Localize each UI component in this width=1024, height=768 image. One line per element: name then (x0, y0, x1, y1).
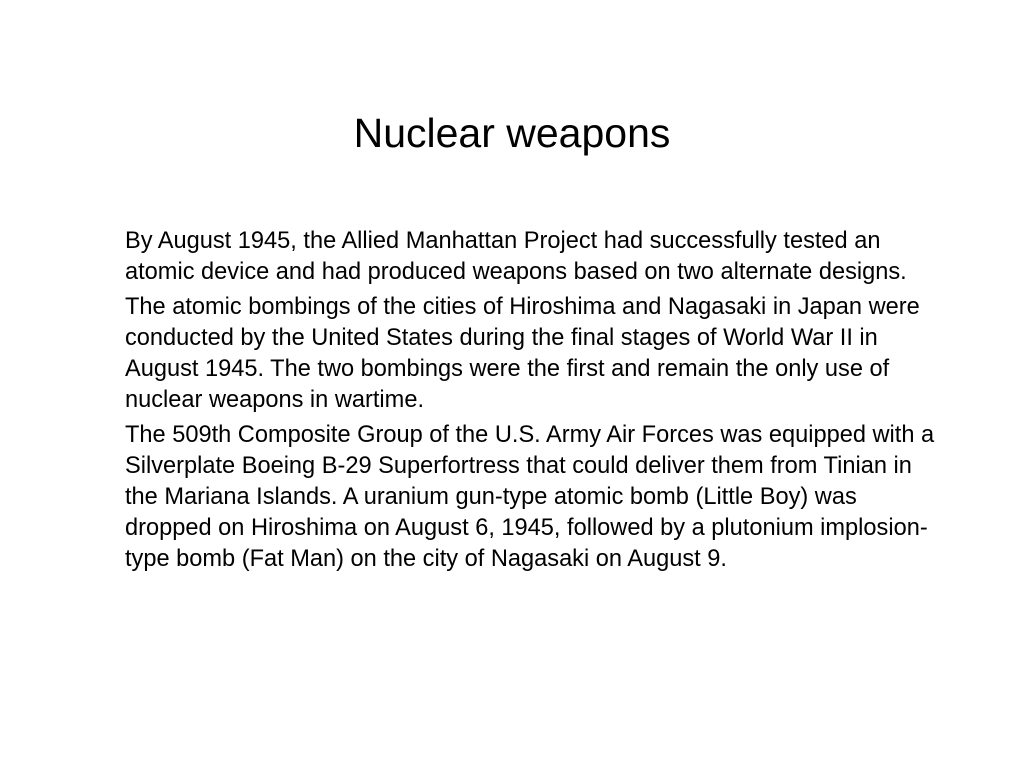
slide-title: Nuclear weapons (353, 110, 671, 156)
body-paragraph-3: The 509th Composite Group of the U.S. Army Air Forces was equipped with a Silverplate Boeing B-29 Superfortress that could deliver them from Tinian in the Mariana Islands. A uranium gun-type atomic bomb (Little Boy) was dropped on Hiroshima on August 6, 1945, followed by a plutonium implosion-type bomb (Fat Man) on the city of Nagasaki on August 9. (125, 422, 935, 572)
body-paragraph-2: The atomic bombings of the cities of Hiroshima and Nagasaki in Japan were conducted by the United States during the final stages of World War II in August 1945. The two bombings were the first and remain the only use of nuclear weapons in wartime. (125, 294, 920, 413)
slide-body (125, 226, 945, 579)
body-paragraph-1: By August 1945, the Allied Manhattan Project had successfully tested an atomic device and had produced weapons based on two alternate designs. (125, 228, 907, 285)
